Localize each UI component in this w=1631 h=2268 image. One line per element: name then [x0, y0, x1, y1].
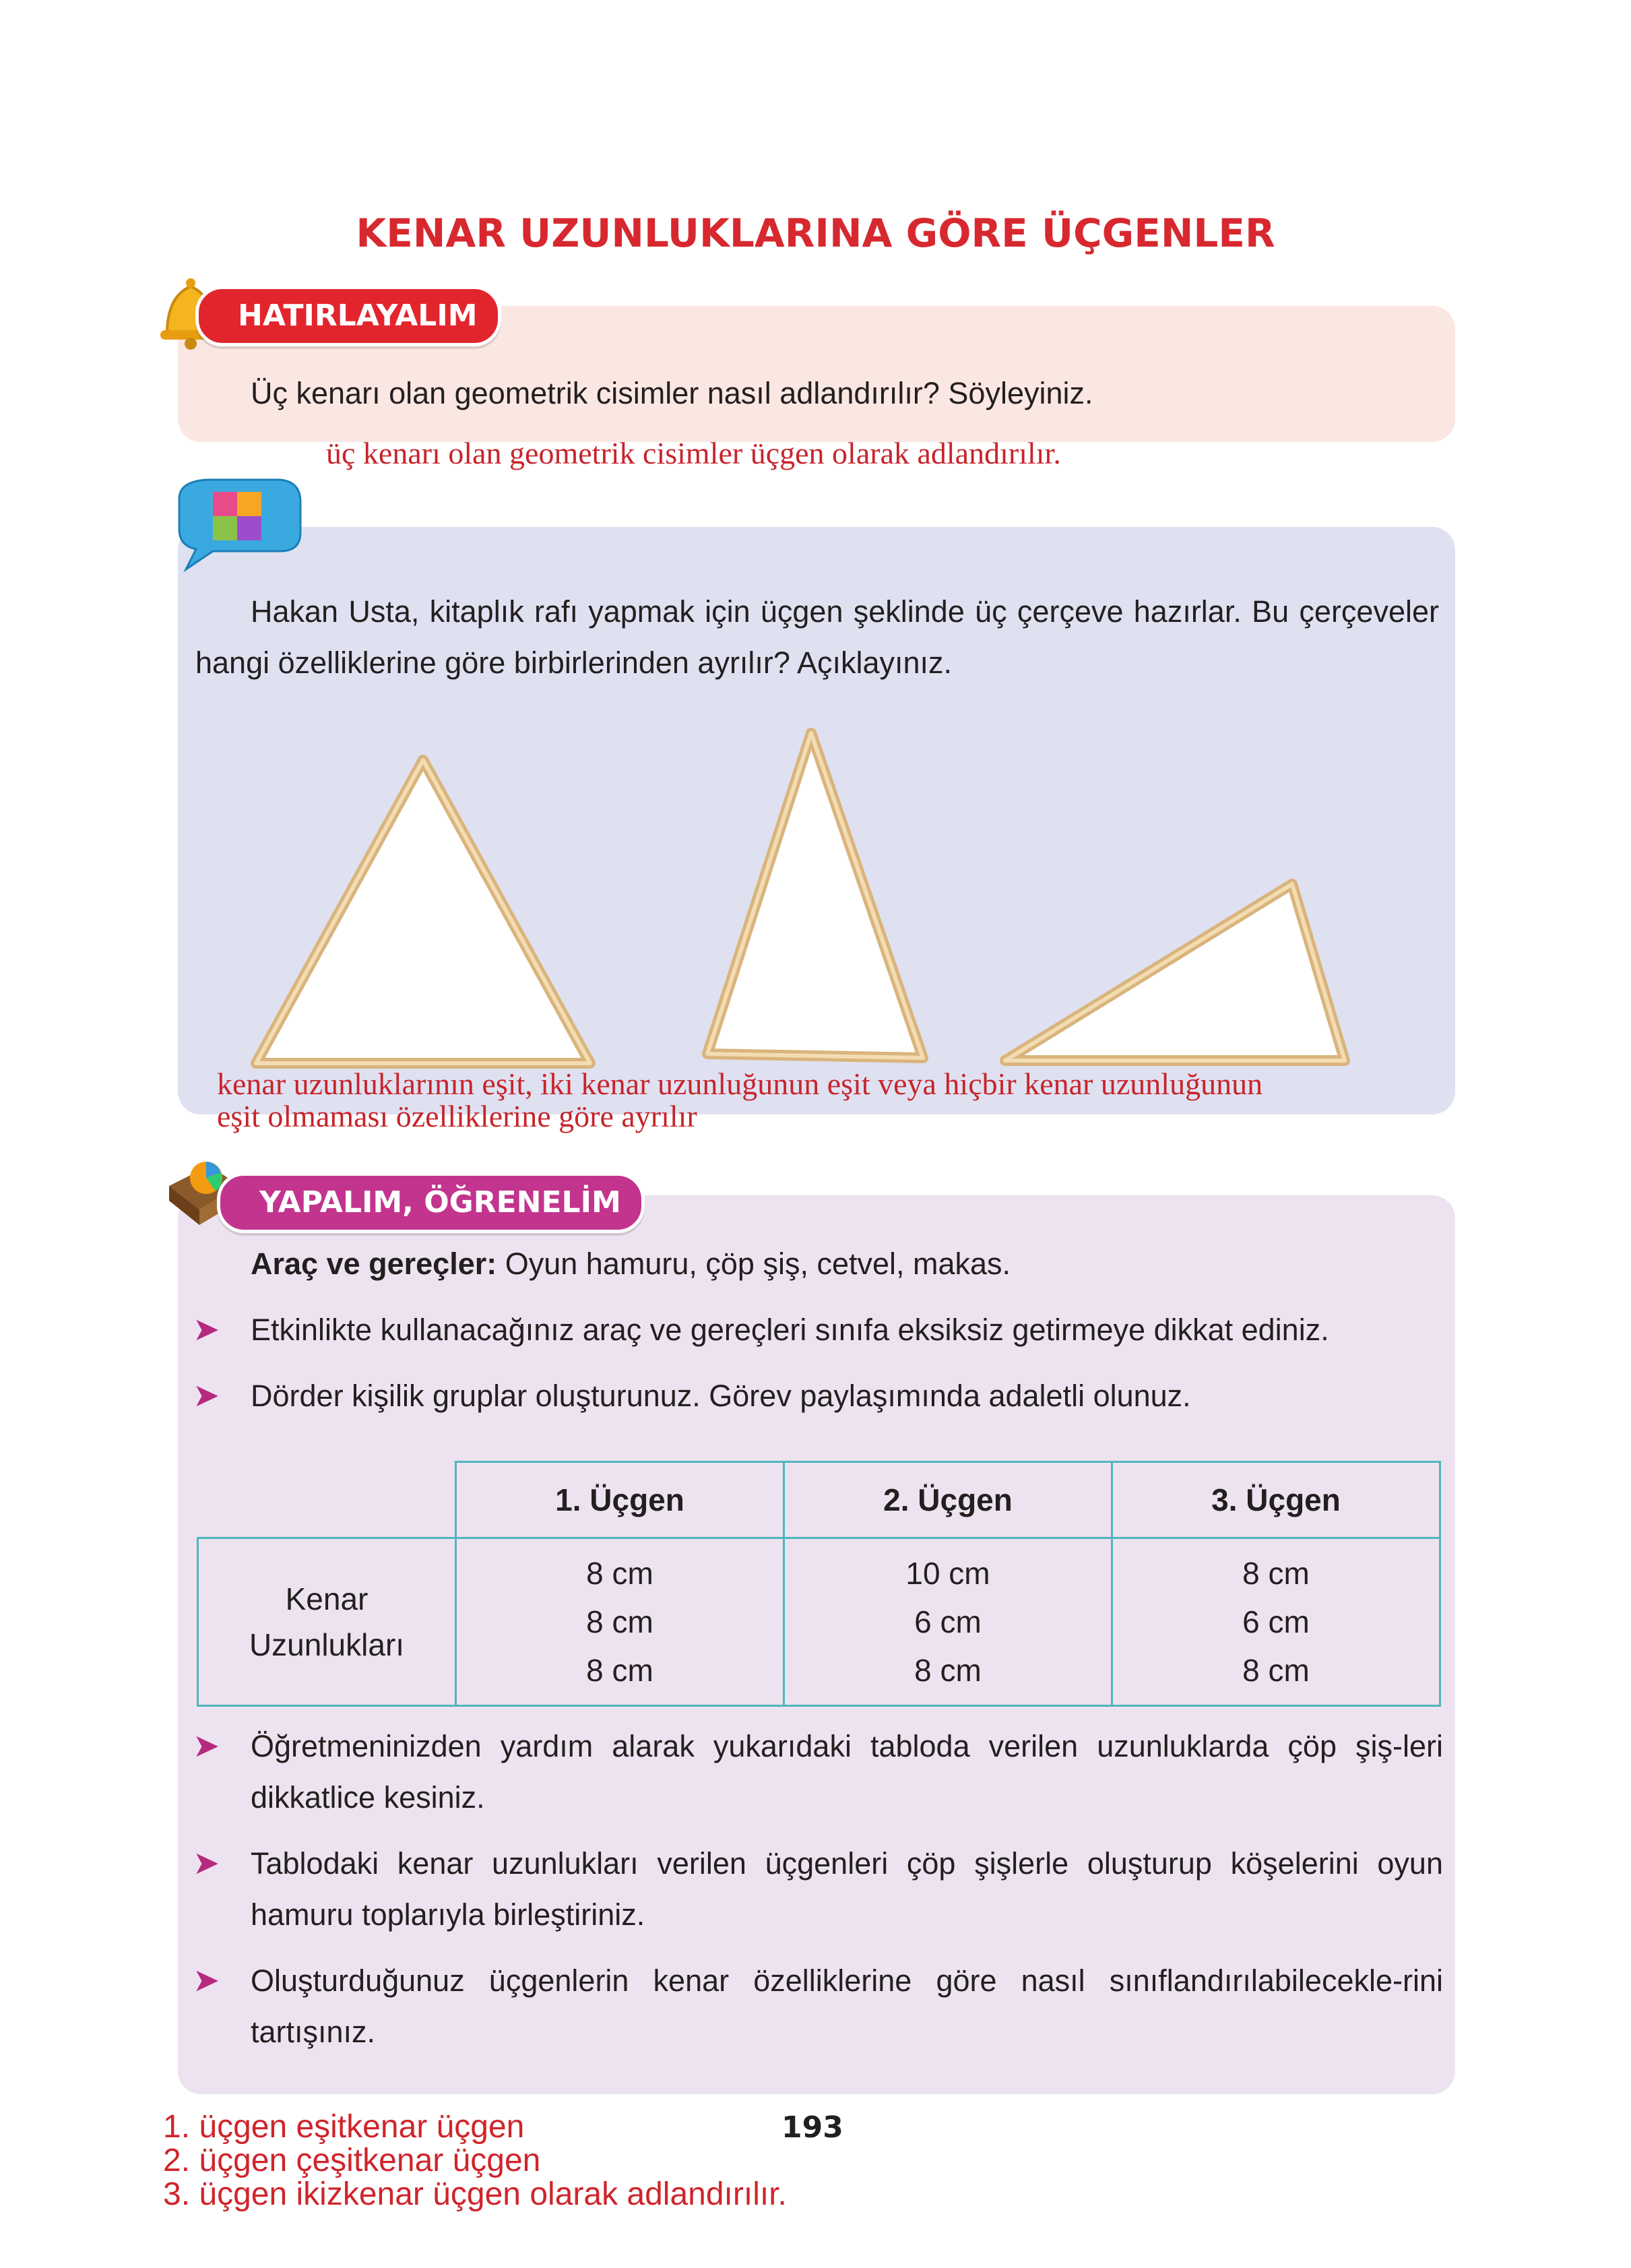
page-title: KENAR UZUNLUKLARINA GÖRE ÜÇGENLER	[356, 210, 1275, 256]
row-label	[198, 1538, 456, 1706]
activity-bullet-1	[193, 1304, 1443, 1356]
activity-bullet-3-text: Öğretmeninizden yardım alarak yukarıdaki tabloda verilen uzunluklarda çöp şiş-leri dikkatlice kesiniz.	[251, 1729, 1443, 1815]
remember-answer: üç kenarı olan geometrik cisimler üçgen olarak adlandırılır.	[326, 436, 1061, 470]
activity-bullet-4-text: Tablodaki kenar uzunlukları verilen üçgenleri çöp şişlerle oluşturup köşelerini oyun hamuru toplarıyla birleştiriniz.	[251, 1846, 1443, 1932]
length-value: 8 cm	[586, 1556, 653, 1591]
triangle-1-lengths	[456, 1538, 784, 1706]
length-value: 8 cm	[1242, 1653, 1310, 1688]
table-header-cell: 1. Üçgen	[456, 1462, 784, 1538]
bullet-arrow-icon: ➤	[193, 1728, 220, 1764]
table-corner-cell	[198, 1462, 456, 1538]
activity-bullet-2	[193, 1371, 1443, 1422]
side-lengths-table	[197, 1461, 1441, 1707]
equilateral-triangle	[256, 760, 590, 1063]
scalene-triangle	[1005, 884, 1345, 1061]
handwritten-answer-3: 3. üçgen ikizkenar üçgen olarak adlandırılır.	[163, 2176, 787, 2212]
problem-answer-line2: eşit olmaması özelliklerine göre ayrılır	[217, 1099, 697, 1133]
row-label-line2: Uzunlukları	[249, 1627, 405, 1662]
bullet-arrow-icon: ➤	[193, 1312, 220, 1348]
remember-badge: HATIRLAYALIM	[195, 286, 501, 346]
table-header-cell: 2. Üçgen	[784, 1462, 1112, 1538]
length-value: 6 cm	[914, 1604, 982, 1639]
table-header-row	[198, 1462, 1440, 1538]
puzzle-icon	[166, 472, 307, 573]
activity-bullet-5	[193, 1955, 1443, 2058]
activity-bullet-1-text: Etkinlikte kullanacağınız araç ve gereçleri sınıfa eksiksiz getirmeye dikkat ediniz.	[251, 1313, 1329, 1347]
problem-answer-line1: kenar uzunluklarının eşit, iki kenar uzunluğunun eşit veya hiçbir kenar uzunluğunun	[217, 1067, 1263, 1101]
page-number: 193	[781, 2110, 843, 2145]
length-value: 8 cm	[914, 1653, 982, 1688]
length-value: 6 cm	[1242, 1604, 1310, 1639]
bullet-arrow-icon: ➤	[193, 1963, 220, 1998]
stick-triangles-illustration	[229, 728, 1388, 1078]
triangle-3-lengths	[1112, 1538, 1440, 1706]
activity-bullet-3	[193, 1721, 1443, 1823]
activity-bullet-5-text: Oluşturduğunuz üçgenlerin kenar özelliklerine göre nasıl sınıflandırılabilecekle-rini tartışınız.	[251, 1963, 1443, 2049]
table-header-cell: 3. Üçgen	[1112, 1462, 1440, 1538]
triangle-2-lengths	[784, 1538, 1112, 1706]
remember-question: Üç kenarı olan geometrik cisimler nasıl adlandırılır? Söyleyiniz.	[251, 376, 1093, 410]
row-label-line1: Kenar	[285, 1581, 369, 1616]
problem-text: Hakan Usta, kitaplık rafı yapmak için üçgen şeklinde üç çerçeve hazırlar. Bu çerçeveler hangi özelliklerine göre birbirlerinden ayrılır? Açıklayınız.	[195, 594, 1439, 680]
table-row	[198, 1538, 1440, 1706]
handwritten-answer-2: 2. üçgen çeşitkenar üçgen	[163, 2143, 541, 2178]
length-value: 8 cm	[586, 1653, 653, 1688]
activity-badge: YAPALIM, ÖĞRENELİM	[217, 1172, 645, 1233]
length-value: 8 cm	[586, 1604, 653, 1639]
activity-bullet-2-text: Dörder kişilik gruplar oluşturunuz. Görev paylaşımında adaletli olunuz.	[251, 1379, 1191, 1413]
isosceles-triangle	[707, 733, 923, 1058]
length-value: 8 cm	[1242, 1556, 1310, 1591]
length-value: 10 cm	[905, 1556, 990, 1591]
materials-list: Oyun hamuru, çöp şiş, cetvel, makas.	[505, 1247, 1011, 1281]
activity-bullet-4	[193, 1838, 1443, 1941]
bullet-arrow-icon: ➤	[193, 1846, 220, 1881]
handwritten-answer-1: 1. üçgen eşitkenar üçgen	[163, 2109, 525, 2145]
materials-label: Araç ve gereçler:	[251, 1247, 497, 1281]
materials-line	[251, 1238, 1436, 1290]
bullet-arrow-icon: ➤	[193, 1378, 220, 1414]
